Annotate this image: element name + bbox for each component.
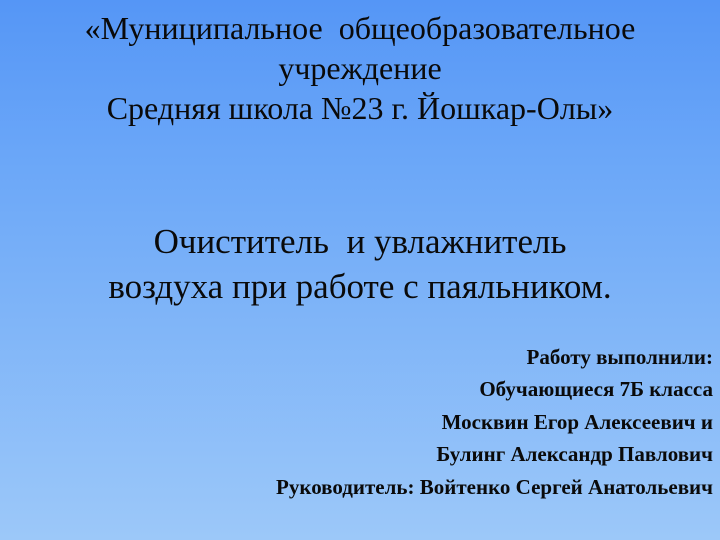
title-line: Средняя школа №23 г. Йошкар-Олы»: [106, 90, 614, 126]
slide-title: [0, 8, 720, 128]
slide-credits: [40, 341, 713, 503]
credits-line-authors-label: Работу выполнили:: [526, 345, 713, 369]
credits-line-class: Обучающиеся 7Б класса: [479, 377, 713, 402]
subtitle-line: воздуха при работе с паяльником.: [108, 267, 612, 306]
subtitle-line: Очиститель и увлажнитель: [153, 222, 567, 261]
title-line: учреждение: [278, 50, 442, 86]
credits-line-supervisor: Руководитель: Войтенко Сергей Анатольевич: [276, 474, 713, 499]
credits-line-author-2: Булинг Александр Павлович: [436, 442, 713, 467]
slide-subtitle: [0, 219, 720, 309]
credits-line-author-1: Москвин Егор Алексеевич и: [441, 409, 713, 434]
title-line: «Муниципальное общеобразовательное: [84, 10, 636, 46]
